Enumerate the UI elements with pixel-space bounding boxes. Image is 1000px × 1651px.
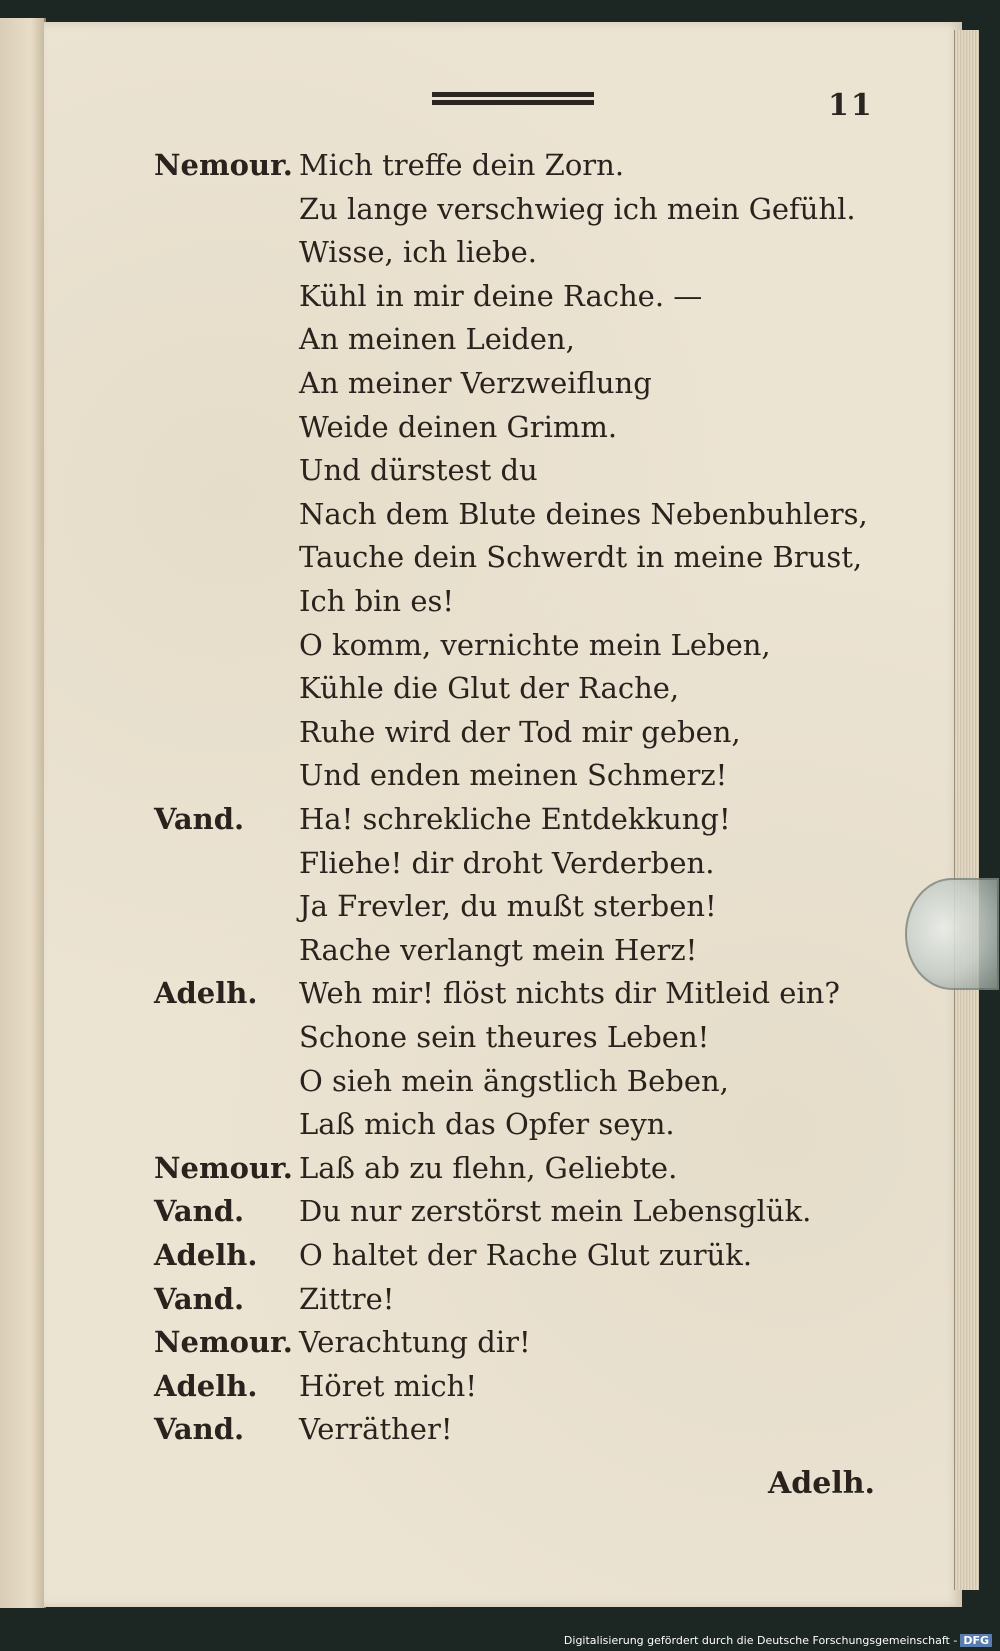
verse-text: Zu lange verschwieg ich mein Gefühl.: [299, 191, 856, 226]
dialogue-line: [0, 889, 940, 929]
dialogue-line: [0, 540, 940, 580]
verse-text: Verachtung dir!: [299, 1325, 531, 1360]
page-stack-edge: [954, 30, 979, 1590]
dialogue-line: [0, 366, 940, 406]
verse-text: Zittre!: [299, 1281, 395, 1316]
dialogue-line: [0, 453, 940, 493]
speaker-name: Adelh.: [154, 976, 258, 1011]
verse-text: Tauche dein Schwerdt in meine Brust,: [299, 540, 863, 575]
dialogue-line: [0, 1020, 940, 1060]
verse-text: O haltet der Rache Glut zurük.: [299, 1238, 753, 1272]
dfg-logo: DFG: [960, 1634, 992, 1647]
verse-text: Kühle die Glut der Rache,: [299, 671, 680, 706]
dialogue-line: [0, 846, 940, 886]
verse-text: Schone sein theures Leben!: [299, 1020, 710, 1054]
dialogue-line: [0, 758, 940, 798]
verse-text: Ja Frevler, du mußt sterben!: [299, 889, 717, 924]
verse-text: Ich bin es!: [299, 584, 455, 618]
dialogue-line: [0, 1369, 940, 1409]
dialogue-line: [0, 671, 940, 711]
header-rule: [432, 92, 594, 106]
dialogue-line: [0, 148, 940, 188]
dialogue-line: [0, 802, 940, 842]
verse-text: Fliehe! dir droht Verderben.: [299, 845, 715, 880]
verse-text: O komm, vernichte mein Leben,: [299, 627, 771, 662]
speaker-name: Vand.: [154, 1281, 245, 1316]
verse-text: Und dürstest du: [299, 453, 538, 488]
speaker-name: Adelh.: [154, 1238, 258, 1272]
verse-text: Wisse, ich liebe.: [299, 235, 538, 270]
speaker-name: Vand.: [154, 1412, 245, 1447]
page-number: 11: [828, 88, 874, 123]
verse-text: O sieh mein ängstlich Beben,: [299, 1063, 729, 1098]
verse-text: Weide deinen Grimm.: [299, 409, 618, 444]
digitization-footer: [564, 1634, 992, 1647]
dialogue-line: [0, 1064, 940, 1104]
verse-text: Höret mich!: [299, 1368, 477, 1403]
dialogue-line: [0, 1151, 940, 1191]
dialogue-line: [0, 279, 940, 319]
dialogue-line: [0, 192, 940, 232]
dialogue-line: [0, 628, 940, 668]
dialogue-line: [0, 410, 940, 450]
speaker-name: Vand.: [154, 1194, 245, 1229]
verse-text: An meinen Leiden,: [299, 322, 575, 357]
verse-text: Kühl in mir deine Rache. —: [299, 278, 703, 313]
verse-text: Rache verlangt mein Herz!: [299, 932, 698, 967]
catchword: Adelh.: [768, 1466, 875, 1501]
dialogue-line: [0, 1325, 940, 1365]
dialogue-line: [0, 584, 940, 624]
verse-text: Ha! schrekliche Entdekkung!: [299, 802, 731, 836]
verse-text: Nach dem Blute deines Nebenbuhlers,: [299, 496, 868, 531]
speaker-name: Vand.: [154, 802, 245, 836]
verse-text: Weh mir! flöst nichts dir Mitleid ein?: [299, 976, 840, 1011]
dialogue-line: [0, 1282, 940, 1322]
dialogue-line: [0, 1238, 940, 1278]
dialogue-line: [0, 1107, 940, 1147]
verse-text: Mich treffe dein Zorn.: [299, 148, 625, 182]
footer-text: Digitalisierung gefördert durch die Deutsche Forschungsgemeinschaft -: [563, 1634, 958, 1647]
speaker-name: Nemour.: [154, 1325, 293, 1360]
verse-text: Du nur zerstörst mein Lebensglük.: [299, 1194, 812, 1229]
dialogue-line: [0, 322, 940, 362]
speaker-name: Nemour.: [154, 148, 293, 182]
dialogue-line: [0, 1194, 940, 1234]
speaker-name: Adelh.: [154, 1368, 258, 1403]
dialogue-line: [0, 715, 940, 755]
speaker-name: Nemour.: [154, 1150, 293, 1185]
verse-text: Laß mich das Opfer seyn.: [299, 1107, 675, 1142]
dialogue-line: [0, 1412, 940, 1452]
verse-text: An meiner Verzweiflung: [299, 366, 652, 400]
dialogue-line: [0, 235, 940, 275]
verse-text: Ruhe wird der Tod mir geben,: [299, 714, 741, 749]
verse-text: Und enden meinen Schmerz!: [299, 758, 728, 793]
dialogue-line: [0, 976, 940, 1016]
verse-text: Laß ab zu flehn, Geliebte.: [299, 1150, 678, 1185]
dialogue-line: [0, 933, 940, 973]
verse-text: Verräther!: [299, 1412, 453, 1447]
dialogue-line: [0, 497, 940, 537]
